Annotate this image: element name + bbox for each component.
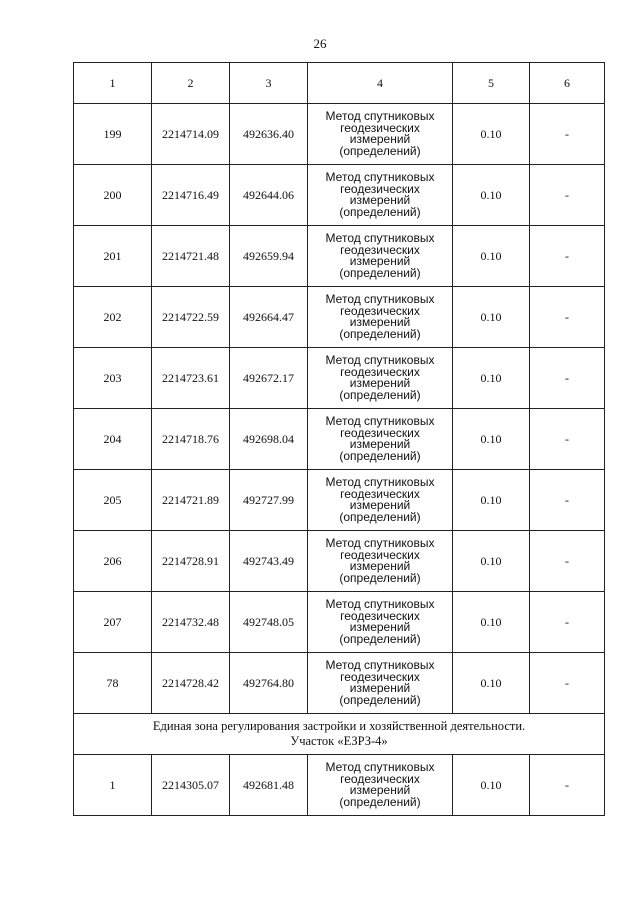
point-number-cell: 204 bbox=[74, 409, 152, 470]
precision-cell: 0.10 bbox=[453, 348, 530, 409]
header-cell: 5 bbox=[453, 63, 530, 104]
x-coordinate-cell: 2214718.76 bbox=[152, 409, 230, 470]
method-cell bbox=[308, 104, 453, 165]
precision-cell: 0.10 bbox=[453, 470, 530, 531]
method-text-line: Метод спутниковых bbox=[325, 760, 435, 774]
method-text-line: геодезических bbox=[340, 120, 420, 135]
note-cell: - bbox=[530, 592, 605, 653]
method-text-line: (определений) bbox=[339, 509, 421, 524]
method-cell bbox=[308, 165, 453, 226]
method-text-line: (определений) bbox=[339, 204, 421, 219]
method-text-line: геодезических bbox=[340, 181, 420, 196]
method-text-line: измерений bbox=[349, 132, 411, 146]
method-text-line: Метод спутниковых bbox=[325, 231, 435, 245]
note-cell: - bbox=[530, 287, 605, 348]
method-text-line: геодезических bbox=[340, 608, 420, 623]
method-text-line: (определений) bbox=[339, 692, 421, 707]
method-text-line: измерений bbox=[349, 376, 411, 390]
y-coordinate-cell: 492659.94 bbox=[230, 226, 308, 287]
y-coordinate-cell: 492698.04 bbox=[230, 409, 308, 470]
table-row bbox=[74, 104, 605, 165]
method-text-line: измерений bbox=[349, 783, 411, 797]
table-row bbox=[74, 592, 605, 653]
precision-cell: 0.10 bbox=[453, 653, 530, 714]
table-row bbox=[74, 409, 605, 470]
note-cell: - bbox=[530, 409, 605, 470]
precision-cell: 0.10 bbox=[453, 287, 530, 348]
coordinates-table bbox=[73, 62, 605, 816]
method-cell bbox=[308, 348, 453, 409]
precision-cell: 0.10 bbox=[453, 165, 530, 226]
point-number-cell: 206 bbox=[74, 531, 152, 592]
precision-cell: 0.10 bbox=[453, 531, 530, 592]
method-text-line: измерений bbox=[349, 681, 411, 695]
table-row bbox=[74, 287, 605, 348]
method-text-line: (определений) bbox=[339, 631, 421, 646]
method-text-line: Метод спутниковых bbox=[325, 475, 435, 489]
y-coordinate-cell: 492681.48 bbox=[230, 755, 308, 816]
method-text-line: измерений bbox=[349, 498, 411, 512]
x-coordinate-cell: 2214728.91 bbox=[152, 531, 230, 592]
method-text-line: геодезических bbox=[340, 303, 420, 318]
method-text-line: измерений bbox=[349, 437, 411, 451]
point-number-cell: 201 bbox=[74, 226, 152, 287]
method-text-line: геодезических bbox=[340, 669, 420, 684]
method-text-line: геодезических bbox=[340, 242, 420, 257]
table-row bbox=[74, 348, 605, 409]
header-cell: 2 bbox=[152, 63, 230, 104]
point-number-cell: 205 bbox=[74, 470, 152, 531]
method-text-line: измерений bbox=[349, 559, 411, 573]
table-row bbox=[74, 531, 605, 592]
method-cell bbox=[308, 531, 453, 592]
note-cell: - bbox=[530, 104, 605, 165]
y-coordinate-cell: 492636.40 bbox=[230, 104, 308, 165]
method-cell bbox=[308, 226, 453, 287]
x-coordinate-cell: 2214732.48 bbox=[152, 592, 230, 653]
method-text-line: Метод спутниковых bbox=[325, 597, 435, 611]
point-number-cell: 203 bbox=[74, 348, 152, 409]
point-number-cell: 1 bbox=[74, 755, 152, 816]
table-row bbox=[74, 470, 605, 531]
method-cell bbox=[308, 409, 453, 470]
table-row bbox=[74, 653, 605, 714]
point-number-cell: 202 bbox=[74, 287, 152, 348]
y-coordinate-cell: 492672.17 bbox=[230, 348, 308, 409]
method-text-line: Метод спутниковых bbox=[325, 292, 435, 306]
method-cell bbox=[308, 653, 453, 714]
note-cell: - bbox=[530, 470, 605, 531]
method-text-line: геодезических bbox=[340, 364, 420, 379]
x-coordinate-cell: 2214714.09 bbox=[152, 104, 230, 165]
x-coordinate-cell: 2214721.89 bbox=[152, 470, 230, 531]
method-text-line: (определений) bbox=[339, 448, 421, 463]
section-title-line: Единая зона регулирования застройки и хозяйственной деятельности. bbox=[152, 719, 526, 733]
point-number-cell: 207 bbox=[74, 592, 152, 653]
precision-cell: 0.10 bbox=[453, 755, 530, 816]
note-cell: - bbox=[530, 531, 605, 592]
y-coordinate-cell: 492743.49 bbox=[230, 531, 308, 592]
method-text-line: Метод спутниковых bbox=[325, 414, 435, 428]
method-cell bbox=[308, 755, 453, 816]
table-header-row bbox=[74, 63, 605, 104]
method-text-line: измерений bbox=[349, 254, 411, 268]
point-number-cell: 78 bbox=[74, 653, 152, 714]
note-cell: - bbox=[530, 755, 605, 816]
x-coordinate-cell: 2214305.07 bbox=[152, 755, 230, 816]
table-row bbox=[74, 755, 605, 816]
x-coordinate-cell: 2214716.49 bbox=[152, 165, 230, 226]
method-text-line: геодезических bbox=[340, 425, 420, 440]
y-coordinate-cell: 492644.06 bbox=[230, 165, 308, 226]
method-cell bbox=[308, 470, 453, 531]
x-coordinate-cell: 2214722.59 bbox=[152, 287, 230, 348]
note-cell: - bbox=[530, 226, 605, 287]
section-heading-row bbox=[74, 714, 605, 755]
precision-cell: 0.10 bbox=[453, 409, 530, 470]
method-text-line: измерений bbox=[349, 315, 411, 329]
precision-cell: 0.10 bbox=[453, 226, 530, 287]
method-cell bbox=[308, 287, 453, 348]
method-text-line: геодезических bbox=[340, 486, 420, 501]
note-cell: - bbox=[530, 653, 605, 714]
header-cell: 1 bbox=[74, 63, 152, 104]
method-text-line: (определений) bbox=[339, 570, 421, 585]
method-text-line: геодезических bbox=[340, 771, 420, 786]
method-text-line: (определений) bbox=[339, 387, 421, 402]
precision-cell: 0.10 bbox=[453, 104, 530, 165]
x-coordinate-cell: 2214728.42 bbox=[152, 653, 230, 714]
table-row bbox=[74, 165, 605, 226]
section-heading bbox=[74, 714, 605, 755]
method-text-line: Метод спутниковых bbox=[325, 353, 435, 367]
method-text-line: Метод спутниковых bbox=[325, 658, 435, 672]
point-number-cell: 200 bbox=[74, 165, 152, 226]
y-coordinate-cell: 492748.05 bbox=[230, 592, 308, 653]
method-text-line: измерений bbox=[349, 193, 411, 207]
y-coordinate-cell: 492764.80 bbox=[230, 653, 308, 714]
method-text-line: (определений) bbox=[339, 794, 421, 809]
header-cell: 3 bbox=[230, 63, 308, 104]
method-text-line: геодезических bbox=[340, 547, 420, 562]
x-coordinate-cell: 2214723.61 bbox=[152, 348, 230, 409]
precision-cell: 0.10 bbox=[453, 592, 530, 653]
y-coordinate-cell: 492727.99 bbox=[230, 470, 308, 531]
page-number: 26 bbox=[313, 36, 327, 51]
method-cell bbox=[308, 592, 453, 653]
header-cell: 6 bbox=[530, 63, 605, 104]
note-cell: - bbox=[530, 165, 605, 226]
method-text-line: (определений) bbox=[339, 326, 421, 341]
method-text-line: Метод спутниковых bbox=[325, 170, 435, 184]
y-coordinate-cell: 492664.47 bbox=[230, 287, 308, 348]
method-text-line: (определений) bbox=[339, 265, 421, 280]
method-text-line: Метод спутниковых bbox=[325, 109, 435, 123]
x-coordinate-cell: 2214721.48 bbox=[152, 226, 230, 287]
header-cell: 4 bbox=[308, 63, 453, 104]
method-text-line: измерений bbox=[349, 620, 411, 634]
method-text-line: (определений) bbox=[339, 143, 421, 158]
note-cell: - bbox=[530, 348, 605, 409]
section-subtitle-line: Участок «ЕЗРЗ-4» bbox=[290, 734, 388, 748]
method-text-line: Метод спутниковых bbox=[325, 536, 435, 550]
point-number-cell: 199 bbox=[74, 104, 152, 165]
table-row bbox=[74, 226, 605, 287]
